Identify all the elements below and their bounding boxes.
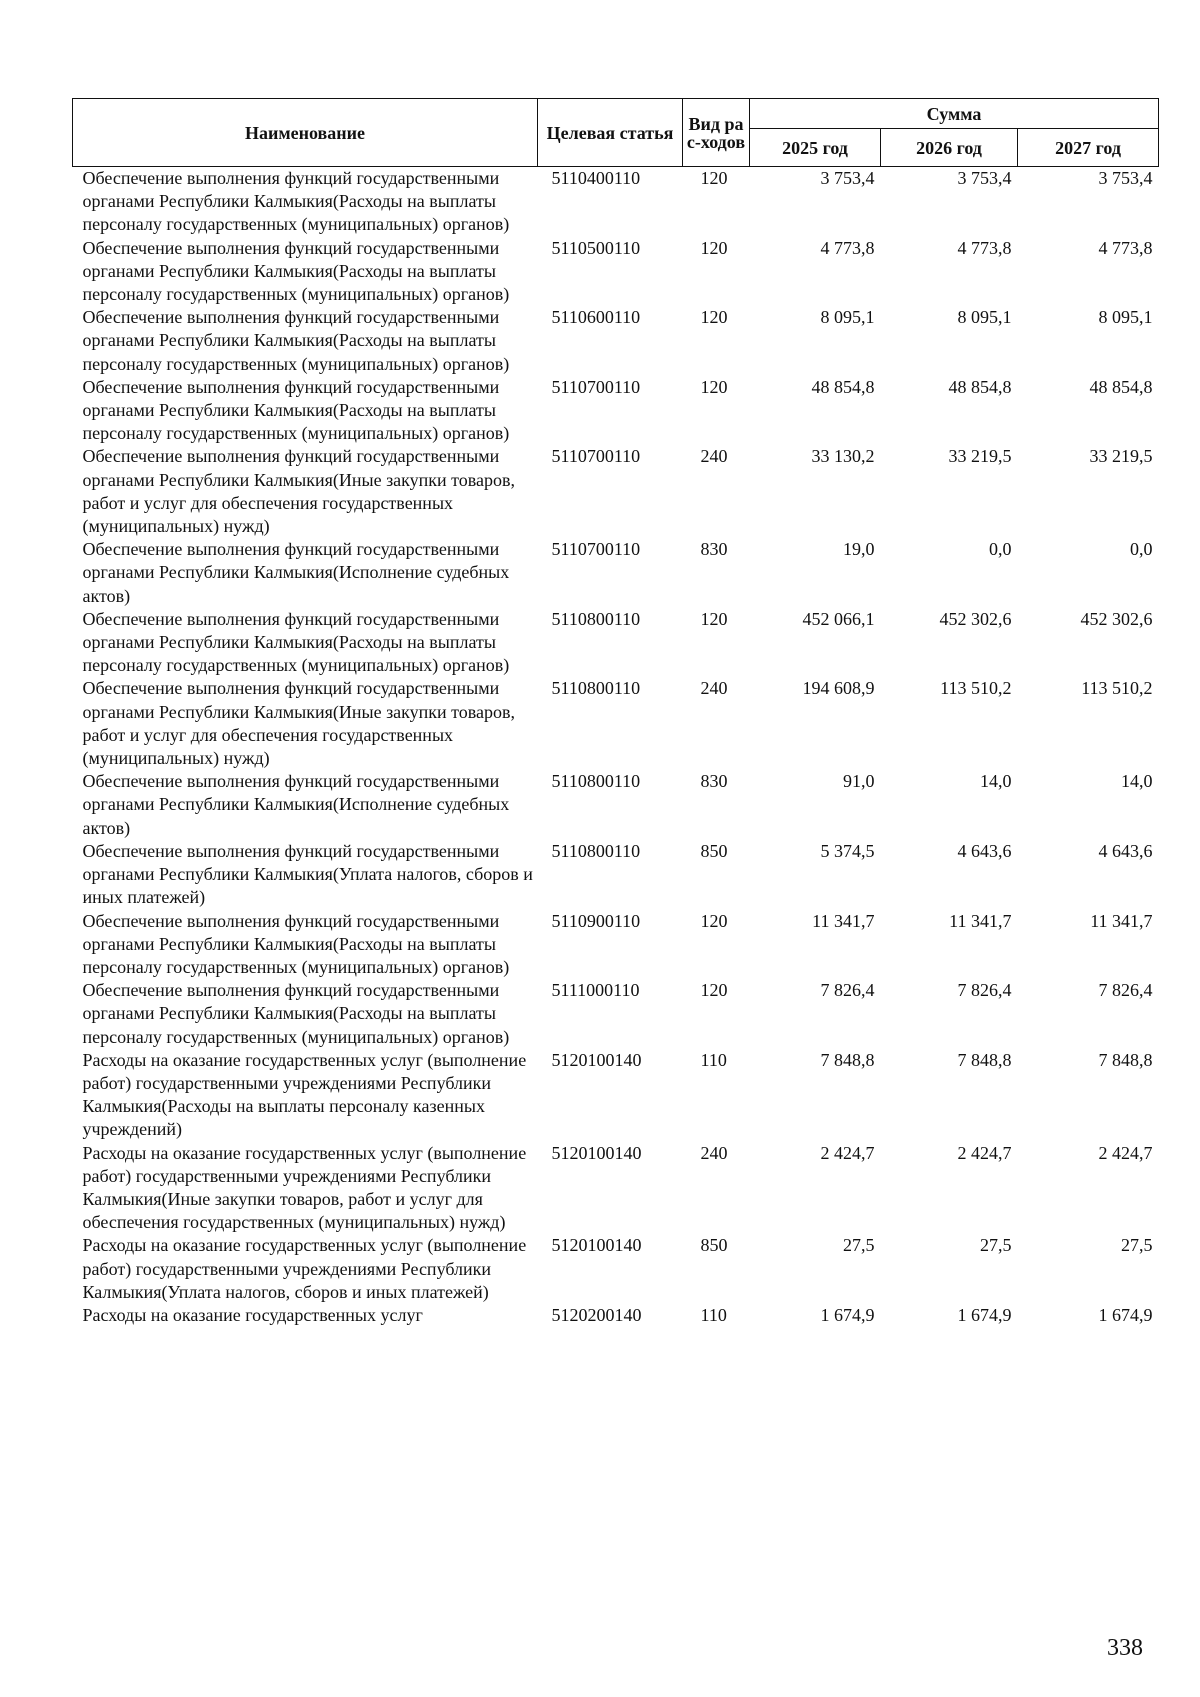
table-row [73,376,1159,446]
header-name: Наименование [73,99,538,167]
row-name: Обеспечение выполнения функций государственными органами Республики Калмыкия(Расходы на выплаты персоналу государственных (муниципальных) органов) [82,168,510,235]
row-sum-2025: 91,0 [843,771,875,792]
row-sum-2027: 14,0 [1121,771,1153,792]
table-row [73,608,1159,678]
row-target-article: 5110700110 [551,446,641,467]
row-expense-type: 830 [700,539,728,560]
row-name: Обеспечение выполнения функций государственными органами Республики Калмыкия(Расходы на выплаты персоналу государственных (муниципальных) органов) [82,980,510,1047]
row-name: Обеспечение выполнения функций государственными органами Республики Калмыкия(Исполнение судебных актов) [82,771,510,838]
row-sum-2025: 452 066,1 [802,608,875,629]
table-body [73,167,1159,1328]
row-sum-2027: 113 510,2 [1081,678,1153,699]
row-sum-2026: 7 826,4 [957,980,1012,1001]
row-target-article: 5111000110 [551,980,640,1001]
table-header [73,99,1159,167]
row-name: Обеспечение выполнения функций государственными органами Республики Калмыкия(Иные закупки товаров, работ и услуг для обеспечения государственных (муниципальных) нужд) [82,446,516,537]
row-expense-type: 240 [700,678,728,699]
row-sum-2026: 113 510,2 [940,678,1012,699]
row-expense-type: 120 [700,910,728,931]
row-name: Обеспечение выполнения функций государственными органами Республики Калмыкия(Расходы на выплаты персоналу государственных (муниципальных) органов) [82,307,510,374]
page-number: 338 [1107,1635,1143,1661]
row-sum-2027: 8 095,1 [1098,307,1153,328]
table-row [73,910,1159,980]
table-row [73,677,1159,770]
row-target-article: 5110700110 [551,539,641,560]
row-target-article: 5110700110 [551,376,641,397]
row-sum-2026: 11 341,7 [949,910,1012,931]
row-sum-2027: 7 848,8 [1098,1049,1153,1070]
row-sum-2027: 1 674,9 [1098,1304,1153,1325]
row-sum-2027: 33 219,5 [1089,446,1153,467]
row-expense-type: 120 [700,376,728,397]
row-sum-2026: 8 095,1 [957,307,1012,328]
row-target-article: 5120200140 [551,1304,642,1325]
row-sum-2027: 48 854,8 [1089,376,1153,397]
header-year-2026: 2026 год [881,129,1018,167]
row-expense-type: 110 [700,1049,727,1070]
row-sum-2027: 2 424,7 [1098,1142,1153,1163]
row-target-article: 5110900110 [551,910,641,931]
row-expense-type: 240 [700,1142,728,1163]
row-expense-type: 830 [700,771,728,792]
row-sum-2025: 19,0 [843,539,875,560]
row-sum-2026: 7 848,8 [957,1049,1012,1070]
row-sum-2026: 2 424,7 [957,1142,1012,1163]
row-sum-2027: 3 753,4 [1098,168,1153,188]
row-sum-2027: 0,0 [1130,539,1153,560]
row-name: Обеспечение выполнения функций государственными органами Республики Калмыкия(Расходы на выплаты персоналу государственных (муниципальных) органов) [82,376,510,444]
row-sum-2026: 27,5 [980,1235,1012,1256]
row-name: Расходы на оказание государственных услуг (выполнение работ) государственными учреждениями Республики Калмыкия(Расходы на выплаты персоналу казенных учреждений) [82,1049,527,1140]
table-row [73,1142,1159,1235]
row-name: Расходы на оказание государственных услуг (выполнение работ) государственными учреждениями Республики Калмыкия(Иные закупки товаров, работ и услуг для обеспечения государственных (муниципальных) нужд) [82,1142,527,1233]
row-target-article: 5120100140 [551,1235,642,1256]
row-sum-2027: 4 643,6 [1098,840,1153,861]
row-target-article: 5110800110 [551,608,641,629]
row-expense-type: 240 [700,446,728,467]
row-expense-type: 120 [700,307,728,328]
table-row [73,167,1159,237]
table-row [73,538,1159,608]
row-sum-2025: 1 674,9 [820,1304,875,1325]
row-sum-2025: 7 826,4 [820,980,875,1001]
row-sum-2025: 27,5 [843,1235,875,1256]
row-sum-2025: 194 608,9 [802,678,875,699]
row-expense-type: 120 [700,608,728,629]
table-row [73,306,1159,376]
table-row [73,979,1159,1049]
row-expense-type: 120 [700,237,728,258]
row-expense-type: 120 [700,980,728,1001]
row-sum-2027: 27,5 [1121,1235,1153,1256]
table-row [73,1234,1159,1304]
header-target-article: Целевая статья [538,99,683,167]
budget-table [72,98,1159,1327]
row-sum-2025: 48 854,8 [811,376,875,397]
header-expense-type: Вид рас-ходов [683,99,750,167]
row-target-article: 5120100140 [551,1142,642,1163]
table-row [73,445,1159,538]
row-sum-2025: 8 095,1 [820,307,875,328]
row-name: Обеспечение выполнения функций государственными органами Республики Калмыкия(Исполнение судебных актов) [82,539,510,606]
row-sum-2027: 452 302,6 [1080,608,1153,629]
row-target-article: 5110800110 [551,678,641,699]
table-row [73,237,1159,307]
table-row [73,770,1159,840]
row-sum-2026: 0,0 [989,539,1012,560]
row-target-article: 5120100140 [551,1049,642,1070]
row-sum-2026: 1 674,9 [957,1304,1012,1325]
row-expense-type: 110 [700,1304,727,1325]
row-sum-2026: 4 773,8 [957,237,1012,258]
row-expense-type: 120 [700,168,728,188]
row-expense-type: 850 [700,840,728,861]
header-sum: Сумма [750,99,1159,129]
header-year-2027: 2027 год [1018,129,1159,167]
row-sum-2025: 4 773,8 [820,237,875,258]
row-sum-2026: 3 753,4 [957,168,1012,188]
row-name: Обеспечение выполнения функций государственными органами Республики Калмыкия(Расходы на выплаты персоналу государственных (муниципальных) органов) [82,608,510,676]
row-name: Расходы на оказание государственных услуг [82,1304,423,1325]
row-name: Расходы на оказание государственных услуг (выполнение работ) государственными учреждениями Республики Калмыкия(Уплата налогов, сборов и иных платежей) [82,1235,527,1302]
table-row [73,1049,1159,1142]
row-target-article: 5110400110 [551,168,641,188]
row-name: Обеспечение выполнения функций государственными органами Республики Калмыкия(Расходы на выплаты персоналу государственных (муниципальных) органов) [82,237,510,305]
row-target-article: 5110800110 [551,840,641,861]
row-sum-2025: 5 374,5 [820,840,875,861]
row-sum-2025: 2 424,7 [820,1142,875,1163]
row-name: Обеспечение выполнения функций государственными органами Республики Калмыкия(Расходы на выплаты персоналу государственных (муниципальных) органов) [82,910,510,977]
row-target-article: 5110500110 [551,237,641,258]
row-sum-2025: 7 848,8 [820,1049,875,1070]
row-sum-2026: 452 302,6 [939,608,1012,629]
table-row [73,840,1159,910]
row-sum-2027: 11 341,7 [1090,910,1153,931]
row-sum-2027: 4 773,8 [1098,237,1153,258]
row-sum-2025: 33 130,2 [811,446,875,467]
row-name: Обеспечение выполнения функций государственными органами Республики Калмыкия(Иные закупки товаров, работ и услуг для обеспечения государственных (муниципальных) нужд) [82,678,516,769]
row-expense-type: 850 [700,1235,728,1256]
row-sum-2026: 4 643,6 [957,840,1012,861]
row-sum-2025: 3 753,4 [820,168,875,188]
header-year-2025: 2025 год [750,129,881,167]
row-sum-2027: 7 826,4 [1098,980,1153,1001]
table-row [73,1304,1159,1327]
row-sum-2026: 33 219,5 [948,446,1012,467]
row-name: Обеспечение выполнения функций государственными органами Республики Калмыкия(Уплата налогов, сборов и иных платежей) [82,840,533,908]
row-sum-2026: 48 854,8 [948,376,1012,397]
row-sum-2025: 11 341,7 [812,910,875,931]
row-target-article: 5110800110 [551,771,641,792]
row-sum-2026: 14,0 [980,771,1012,792]
row-target-article: 5110600110 [551,307,641,328]
